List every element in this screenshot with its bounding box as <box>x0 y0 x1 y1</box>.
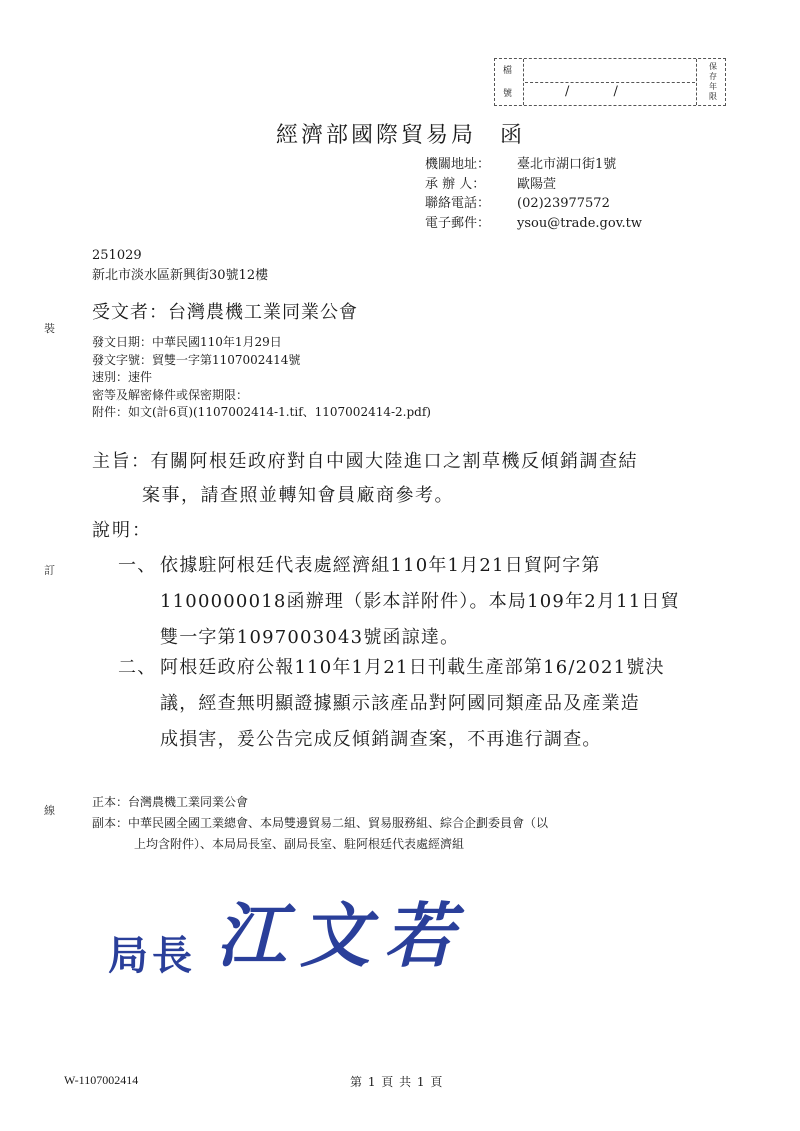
signature-title: 局長 <box>108 932 196 979</box>
contact-row <box>425 155 642 175</box>
item-line: 阿根廷政府公報110年1月21日刊載生產部第16/2021號決 <box>160 657 665 678</box>
margin-line-mark: 線 <box>44 804 55 817</box>
contact-value: (02)23977572 <box>517 196 610 211</box>
explanation-item <box>118 650 718 758</box>
speed: 速別：速件 <box>92 370 153 384</box>
document-title <box>276 118 525 149</box>
cc-line: 上均含附件）、本局局長室、副局長室、駐阿根廷代表處經濟組 <box>134 837 465 851</box>
contact-row <box>425 175 642 195</box>
contact-value: 歐陽萱 <box>517 176 557 192</box>
subject <box>92 445 638 513</box>
archive-box <box>494 58 726 106</box>
explanation-heading: 說明： <box>92 520 152 541</box>
subject-line: 主旨：有關阿根廷政府對自中國大陸進口之割草機反傾銷調查結 <box>92 451 638 472</box>
item-line: 成損害，爰公告完成反傾銷調查案，不再進行調查。 <box>160 729 602 750</box>
contact-row <box>425 194 642 214</box>
cc-line: 副本：中華民國全國工業總會、本局雙邊貿易二組、貿易服務組、綜合企劃委員會（以 <box>92 816 549 830</box>
archive-divider-left <box>523 59 524 105</box>
margin-bind-mark: 裝 <box>44 322 55 335</box>
contact-value: 臺北市湖口街1號 <box>517 157 617 172</box>
zip-code: 251029 <box>92 248 142 263</box>
explanation-item <box>118 548 718 656</box>
contact-key: 機關地址： <box>425 157 491 172</box>
archive-divider-right <box>696 59 697 105</box>
archive-divider <box>525 82 695 83</box>
signature-stamp <box>108 880 468 981</box>
margin-staple-mark: 訂 <box>44 564 55 577</box>
item-number: 二、 <box>118 657 157 678</box>
subject-line: 案事，請查照並轉知會員廠商參考。 <box>142 485 454 506</box>
issue-date: 發文日期：中華民國110年1月29日 <box>92 335 282 349</box>
secrecy: 密等及解密條件或保密期限： <box>92 387 249 402</box>
contact-key: 電子郵件： <box>425 215 491 231</box>
original-recipient: 正本：台灣農機工業同業公會 <box>92 795 249 809</box>
agency-name: 經濟部國際貿易局 <box>276 123 477 148</box>
attachment: 附件：如文(計6頁)(1107002414-1.tif、1107002414-2.pdf) <box>92 405 431 419</box>
doc-type: 函 <box>500 123 526 148</box>
page-number: 第 1 頁 共 1 頁 <box>350 1075 444 1089</box>
item-number: 一、 <box>118 555 157 576</box>
signature-name: 江文若 <box>216 894 468 977</box>
document-meta <box>92 334 431 422</box>
item-line: 議，經查無明顯證據顯示該產品對阿國同類產品及產業造 <box>160 693 640 714</box>
recipient-address <box>92 246 268 286</box>
receiver: 受文者：台灣農機工業同業公會 <box>92 302 358 323</box>
item-line: 依據駐阿根廷代表處經濟組110年1月21日貿阿字第 <box>160 555 601 576</box>
contact-key: 聯絡電話： <box>425 196 491 211</box>
archive-number-label: 號 <box>503 89 513 99</box>
item-line: 雙一字第1097003043號函諒達。 <box>160 627 460 648</box>
copies <box>92 792 732 855</box>
street-address: 新北市淡水區新興街30號12樓 <box>92 268 269 283</box>
item-line: 1100000018函辦理（影本詳附件）。本局109年2月11日貿 <box>160 591 680 612</box>
contact-row <box>425 214 642 234</box>
contact-value: ysou@trade.gov.tw <box>517 215 642 231</box>
archive-file-label: 檔 <box>503 66 513 76</box>
archive-retention-label: 保存年限 <box>709 62 717 101</box>
contact-block <box>425 155 642 233</box>
contact-key: 承 辦 人： <box>425 176 486 192</box>
archive-slashes: / / <box>565 84 638 99</box>
document-code: W-1107002414 <box>64 1073 139 1087</box>
issue-number: 發文字號：貿雙一字第1107002414號 <box>92 352 301 367</box>
